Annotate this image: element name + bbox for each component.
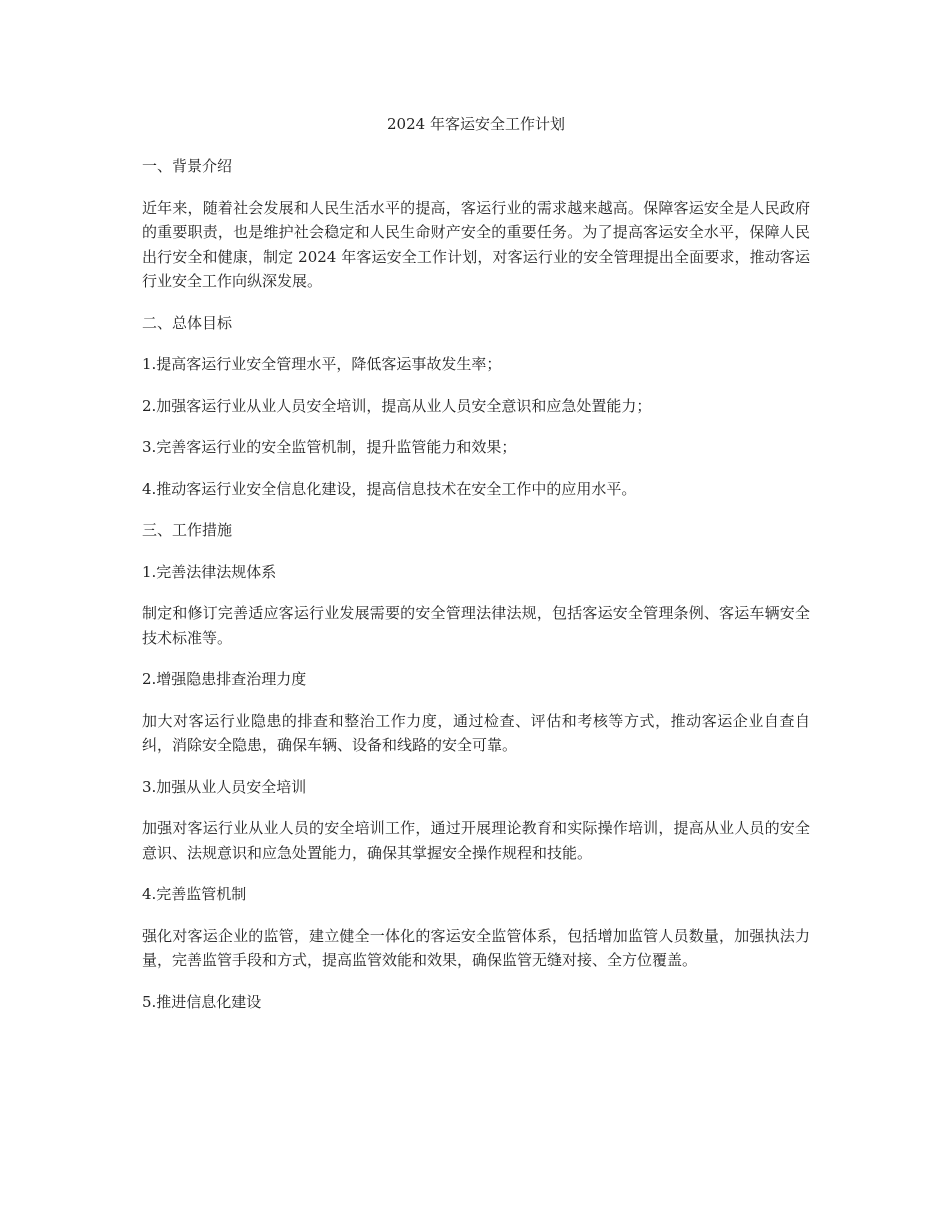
measure-title: 2.增强隐患排查治理力度 — [142, 670, 307, 688]
goal-item: 1.提高客运行业安全管理水平，降低客运事故发生率； — [142, 355, 502, 373]
measure-title: 4.完善监管机制 — [142, 885, 247, 903]
document-content — [142, 112, 810, 1031]
section-heading-background: 一、背景介绍 — [142, 157, 233, 175]
measure-body: 强化对客运企业的监管，建立健全一体化的客运安全监管体系，包括增加监管人员数量，加强执法力量，完善监管手段和方式，提高监管效能和效果，确保监管无缝对接、全方位覆盖。 — [142, 926, 810, 969]
measure-title: 1.完善法律法规体系 — [142, 562, 277, 581]
goal-item: 4.推动客运行业安全信息化建设，提高信息技术在安全工作中的应用水平。 — [142, 479, 637, 498]
section-heading-goals: 二、总体目标 — [142, 313, 233, 332]
goal-item: 2.加强客运行业从业人员安全培训，提高从业人员安全意识和应急处置能力； — [142, 396, 652, 415]
document-title: 2024 年客运安全工作计划 — [387, 115, 565, 133]
section-body-background: 近年来，随着社会发展和人民生活水平的提高，客运行业的需求越来越高。保障客运安全是人民政府的重要职责，也是维护社会稳定和人民生命财产安全的重要任务。为了提高客运安全水平，保障人民出行安全和健康，制定 2024 年客运安全工作计划，对客运行业的安全管理提出全面要求，推动客运行业安全工作向纵深发展。 — [142, 198, 810, 290]
measure-title: 5.推进信息化建设 — [142, 992, 262, 1011]
measure-title: 3.加强从业人员安全培训 — [142, 777, 307, 796]
measure-body: 加大对客运行业隐患的排查和整治工作力度，通过检查、评估和考核等方式，推动客运企业自查自纠，消除安全隐患，确保车辆、设备和线路的安全可靠。 — [142, 711, 810, 754]
measure-body: 加强对客运行业从业人员的安全培训工作，通过开展理论教育和实际操作培训，提高从业人员的安全意识、法规意识和应急处置能力，确保其掌握安全操作规程和技能。 — [142, 819, 810, 862]
section-heading-measures: 三、工作措施 — [142, 521, 233, 539]
measure-body: 制定和修订完善适应客运行业发展需要的安全管理法律法规，包括客运安全管理条例、客运车辆安全技术标准等。 — [142, 604, 810, 647]
goal-item: 3.完善客运行业的安全监管机制，提升监管能力和效果； — [142, 438, 517, 456]
